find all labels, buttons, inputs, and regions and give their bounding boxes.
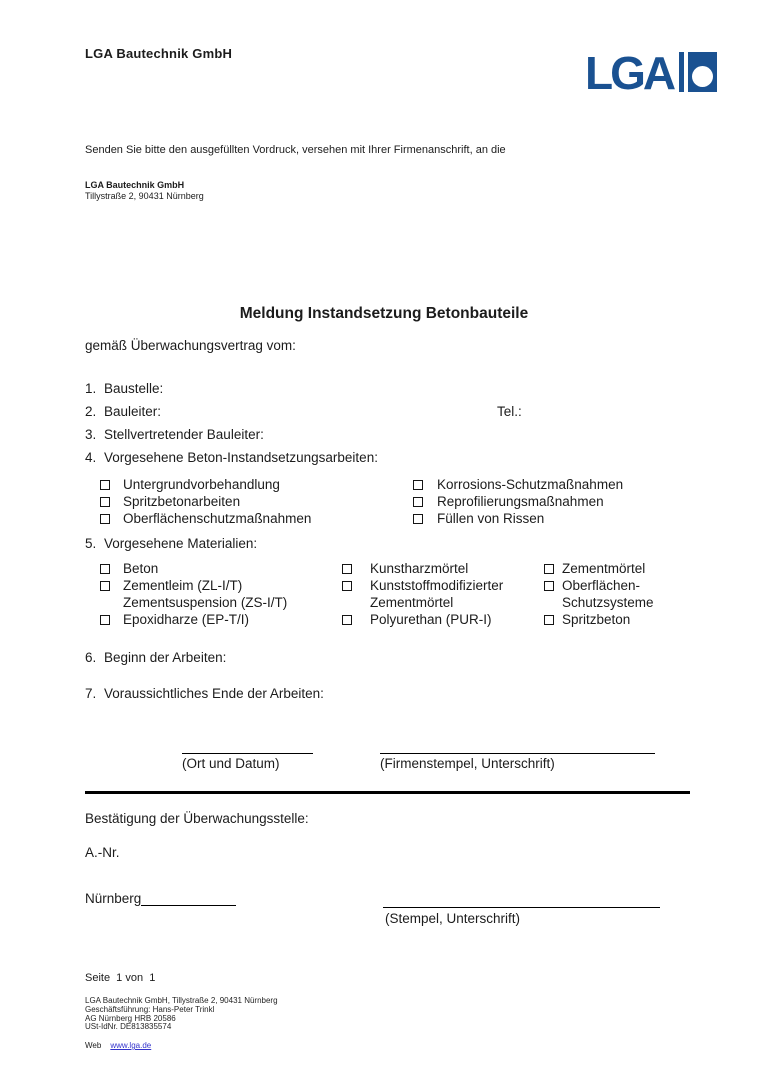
checkbox[interactable]	[100, 615, 110, 625]
item-label: Vorgesehene Beton-Instandsetzungsarbeiten:	[104, 450, 378, 465]
checkbox-label: Oberflächen-	[562, 578, 641, 593]
item-number: 5.	[85, 536, 97, 551]
checkbox[interactable]	[544, 581, 554, 591]
item-label: Baustelle:	[104, 381, 164, 396]
signature-line-ort[interactable]	[182, 753, 313, 754]
stempel-label: (Stempel, Unterschrift)	[385, 911, 521, 926]
checkbox[interactable]	[413, 497, 423, 507]
checkbox[interactable]	[100, 480, 110, 490]
material-row	[0, 612, 768, 629]
checkbox[interactable]	[100, 497, 110, 507]
checkbox[interactable]	[413, 480, 423, 490]
checkbox-label: Spritzbeton	[562, 612, 631, 627]
anr-label: A.-Nr.	[85, 845, 120, 860]
footer-company-block	[85, 997, 278, 1032]
checkbox-label: Oberflächenschutzmaßnahmen	[123, 511, 312, 526]
checkbox-label: Zementmörtel	[562, 561, 646, 576]
material-row	[0, 578, 768, 595]
item-baustelle	[85, 381, 745, 396]
recipient-address-block	[85, 180, 204, 202]
work-option-row	[0, 477, 768, 494]
checkbox-label: Kunstharzmörtel	[370, 561, 469, 576]
lga-logo-text: LGA	[585, 47, 674, 99]
date-fill-line[interactable]	[141, 891, 236, 906]
checkbox[interactable]	[544, 564, 554, 574]
page-number: Seite 1 von 1	[85, 972, 156, 984]
lga-logo-square-icon	[688, 52, 717, 92]
city-label: Nürnberg	[85, 891, 142, 906]
material-row-continuation	[0, 595, 768, 612]
footer-management-line: Geschäftsführung: Hans-Peter Trinkl	[85, 1004, 215, 1014]
item-label: Bauleiter:	[104, 404, 162, 419]
recipient-name: LGA Bautechnik GmbH	[85, 180, 185, 190]
item-arbeiten	[85, 450, 745, 465]
checkbox-label: Kunststoffmodifizierter	[370, 578, 504, 593]
confirmation-heading: Bestätigung der Überwachungsstelle:	[85, 811, 309, 826]
checkbox-label: Untergrundvorbehandlung	[123, 477, 280, 492]
signature-line-stempel[interactable]	[383, 907, 660, 908]
city-date-row	[85, 891, 236, 906]
item-label: Stellvertretender Bauleiter:	[104, 427, 264, 442]
footer-vat-line: USt-IdNr. DE813835574	[85, 1022, 172, 1032]
lga-logo-bar-icon	[679, 52, 684, 92]
checkbox[interactable]	[342, 581, 352, 591]
lga-logo	[585, 47, 717, 99]
web-link[interactable]: www.lga.de	[110, 1041, 152, 1050]
checkbox[interactable]	[100, 581, 110, 591]
checkbox[interactable]	[100, 514, 110, 524]
item-number: 7.	[85, 686, 97, 701]
checkbox-label: Zementleim (ZL-I/T)	[123, 578, 243, 593]
lga-logo-dot-icon	[692, 66, 713, 87]
item-number: 4.	[85, 450, 97, 465]
firmenstempel-label: (Firmenstempel, Unterschrift)	[380, 756, 555, 771]
section-divider-rule	[85, 791, 690, 794]
footer-web-row	[85, 1041, 151, 1050]
material-row	[0, 561, 768, 578]
tel-label: Tel.:	[497, 404, 522, 419]
checkbox[interactable]	[544, 615, 554, 625]
item-stellvertreter	[85, 427, 745, 442]
checkbox-label: Beton	[123, 561, 159, 576]
send-instruction-text: Senden Sie bitte den ausgefüllten Vordruck, versehen mit Ihrer Firmenanschrift, an die	[85, 144, 506, 156]
checkbox-label: Zementsuspension (ZS-I/T)	[123, 595, 288, 610]
item-materialien	[85, 536, 745, 551]
item-ende	[85, 686, 745, 701]
item-number: 1.	[85, 381, 97, 396]
signature-line-firma[interactable]	[380, 753, 655, 754]
checkbox[interactable]	[100, 564, 110, 574]
checkbox-label: Füllen von Rissen	[437, 511, 545, 526]
recipient-address: Tillystraße 2, 90431 Nürnberg	[85, 191, 204, 201]
ort-datum-label: (Ort und Datum)	[182, 756, 280, 771]
checkbox[interactable]	[342, 564, 352, 574]
footer-registry-line: AG Nürnberg HRB 20586	[85, 1013, 176, 1023]
item-bauleiter	[85, 404, 745, 419]
form-subtitle: gemäß Überwachungsvertrag vom:	[85, 338, 296, 353]
footer-company-line: LGA Bautechnik GmbH, Tillystraße 2, 90431 Nürnberg	[85, 996, 278, 1005]
checkbox-label: Schutzsysteme	[562, 595, 654, 610]
checkbox-label: Spritzbetonarbeiten	[123, 494, 241, 509]
item-label: Voraussichtliches Ende der Arbeiten:	[104, 686, 324, 701]
form-title: Meldung Instandsetzung Betonbauteile	[239, 305, 529, 322]
web-label: Web	[85, 1041, 102, 1050]
work-option-row	[0, 511, 768, 528]
item-label: Vorgesehene Materialien:	[104, 536, 258, 551]
item-label: Beginn der Arbeiten:	[104, 650, 227, 665]
item-beginn	[85, 650, 745, 665]
item-number: 3.	[85, 427, 97, 442]
company-name: LGA Bautechnik GmbH	[85, 46, 233, 61]
checkbox-label: Epoxidharze (EP-T/I)	[123, 612, 250, 627]
checkbox[interactable]	[342, 615, 352, 625]
checkbox-label: Polyurethan (PUR-I)	[370, 612, 492, 627]
checkbox-label: Korrosions-Schutzmaßnahmen	[437, 477, 624, 492]
checkbox-label: Reprofilierungsmaßnahmen	[437, 494, 604, 509]
work-option-row	[0, 494, 768, 511]
item-number: 6.	[85, 650, 97, 665]
item-number: 2.	[85, 404, 97, 419]
checkbox-label: Zementmörtel	[370, 595, 454, 610]
checkbox[interactable]	[413, 514, 423, 524]
